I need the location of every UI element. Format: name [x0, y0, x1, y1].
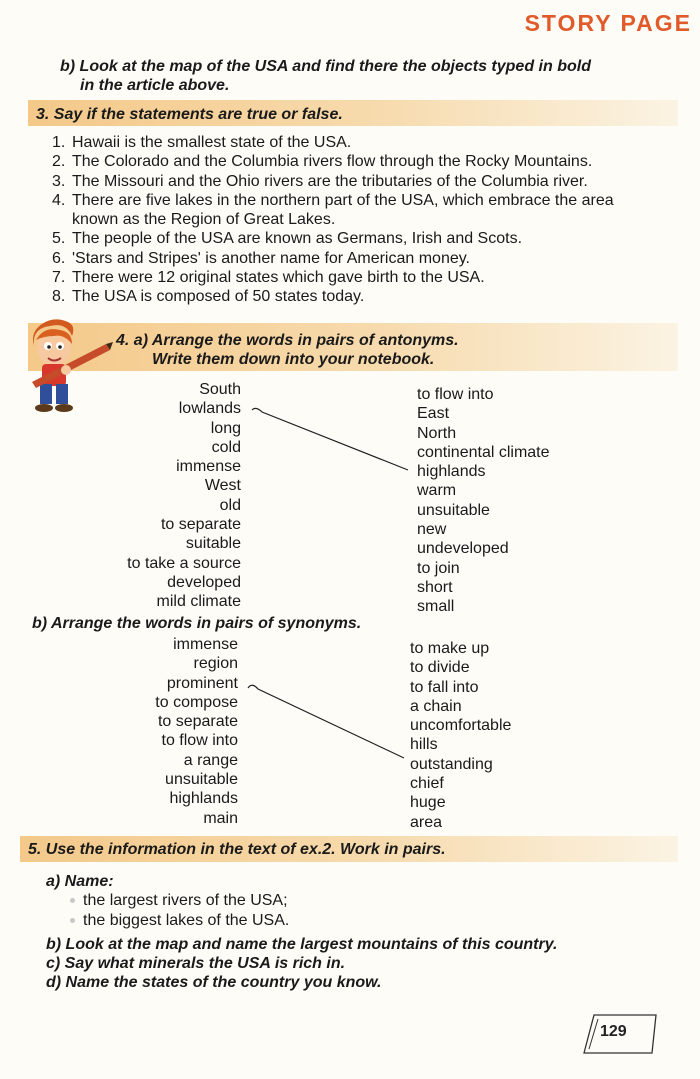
antonym-connector-line [248, 404, 413, 474]
list-item: warm [417, 482, 457, 500]
synonyms-right-column [410, 639, 511, 832]
list-item: huge [410, 794, 446, 812]
list-item: continental climate [417, 443, 550, 461]
ex4a-heading-line2: Write them down into your notebook. [152, 351, 435, 368]
story-page-title: STORY PAGE [524, 10, 692, 36]
ex2b-line2: in the article above. [80, 77, 230, 94]
list-item: long [210, 419, 241, 437]
statement-item: 5. The people of the USA are known as Germans, Irish and Scots. [52, 230, 523, 248]
list-item: main [203, 809, 238, 827]
page-number: 129 [600, 1023, 627, 1040]
ex4a-heading-line1: 4. a) Arrange the words in pairs of antonyms. [116, 332, 459, 349]
list-item: a chain [410, 697, 462, 715]
list-item: new [417, 521, 447, 539]
synonym-connector-line [244, 680, 409, 762]
statement-item: 7. There were 12 original states which gave birth to the USA. [52, 269, 485, 287]
list-item: West [204, 477, 241, 495]
list-item: short [417, 578, 453, 596]
ex5a-label: a) Name: [46, 873, 114, 890]
list-item: to take a source [127, 554, 241, 572]
ex5a-item: the biggest lakes of the USA. [70, 911, 289, 930]
list-item: to flow into [417, 386, 494, 403]
list-item: undeveloped [417, 540, 509, 558]
list-item: to fall into [410, 678, 479, 696]
statement-item: 3. The Missouri and the Ohio rivers are the tributaries of the Columbia river. [52, 172, 588, 190]
statement-item: 1. Hawaii is the smallest state of the USA. [52, 134, 352, 151]
list-item: outstanding [410, 755, 493, 773]
ex5-heading: 5. Use the information in the text of ex.2. Work in pairs. [28, 841, 446, 858]
list-item: immense [176, 458, 241, 476]
list-item: area [410, 813, 443, 831]
list-item: region [193, 655, 238, 673]
list-item: to separate [157, 713, 238, 731]
list-item: a range [183, 751, 238, 769]
list-item: old [219, 496, 241, 514]
ex5d: d) Name the states of the country you know. [46, 974, 382, 991]
list-item: to make up [410, 640, 490, 657]
ex2b-line1: b) Look at the map of the USA and find there the objects typed in bold [60, 58, 591, 75]
bullet-icon [70, 918, 75, 923]
list-item: South [199, 381, 241, 398]
statement-item: 2. The Colorado and the Columbia rivers flow through the Rocky Mountains. [52, 153, 593, 171]
list-item: hills [410, 736, 438, 754]
list-item: mild climate [156, 593, 241, 611]
list-item: chief [410, 775, 444, 793]
list-item: immense [173, 636, 238, 653]
list-item: prominent [166, 674, 238, 692]
list-item: to flow into [161, 732, 238, 750]
statement-item: 8. The USA is composed of 50 states today. [52, 288, 365, 306]
ex5c: c) Say what minerals the USA is rich in. [46, 955, 346, 972]
list-item: lowlands [178, 400, 241, 418]
list-item: to divide [410, 659, 470, 677]
statement-item: 6. 'Stars and Stripes' is another name for American money. [52, 249, 470, 267]
antonyms-left-column [60, 380, 241, 612]
list-item: suitable [185, 535, 241, 553]
list-item: cold [211, 438, 241, 456]
page-number-box [580, 1013, 658, 1053]
list-item: East [417, 405, 450, 423]
list-item: North [417, 424, 457, 442]
ex3-statements [52, 133, 682, 307]
list-item: highlands [169, 790, 238, 808]
list-item: developed [167, 573, 241, 591]
ex4b-heading: b) Arrange the words in pairs of synonyms. [32, 615, 362, 632]
list-item: to join [417, 559, 460, 577]
ex3-heading: 3. Say if the statements are true or false. [36, 106, 343, 123]
list-item: unsuitable [417, 501, 490, 519]
list-item: to separate [160, 516, 241, 534]
statement-item: 4. There are five lakes in the northern part of the USA, which embrace the area known as the Region of Great Lakes. [52, 191, 614, 229]
list-item: highlands [417, 463, 486, 481]
synonyms-left-column [60, 635, 238, 828]
list-item: uncomfortable [410, 717, 512, 735]
list-item: to compose [155, 693, 238, 711]
list-item: unsuitable [165, 771, 238, 789]
ex5b: b) Look at the map and name the largest mountains of this country. [46, 936, 558, 953]
list-item: small [417, 598, 455, 616]
ex5a-item: the largest rivers of the USA; [70, 891, 288, 910]
bullet-icon [70, 898, 75, 903]
antonyms-right-column [417, 385, 550, 617]
